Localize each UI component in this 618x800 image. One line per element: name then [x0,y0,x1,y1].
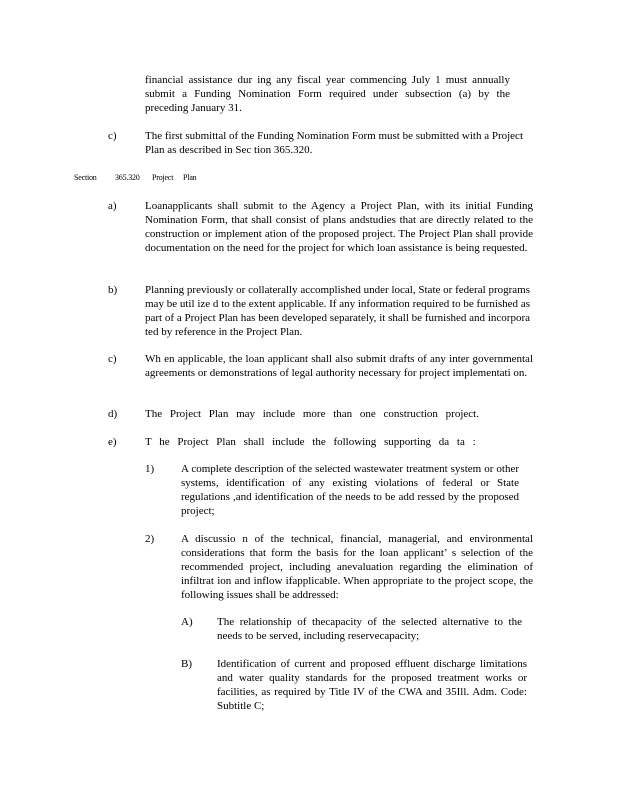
item-a-label: a) [108,200,117,212]
item-b-text: Planning previously or collaterally accomplished under local, State or federal programs may be util ize d to the extent applicable. If any information required to be furnished as part of a Project Plan has been developed separately, it shall be furnished and incorpora ted by reference in the Project Plan. [145,284,530,338]
subitem-1-label: 1) [145,463,155,475]
subsubitem-A-label: A) [181,616,193,628]
item-b-label: b) [108,284,118,296]
item-c-label: c) [108,353,117,365]
intro-paragraph: financial assistance dur ing any fiscal year commencing July 1 must annually submit a Funding Nomination Form required under subsection (a) by the preceding January 31. [145,74,510,114]
item-c-top-label: c) [108,130,117,142]
section-title: Project Plan [152,173,197,182]
item-c-top-text: The first submittal of the Funding Nomination Form must be submitted with a Project Plan as described in Sec tion 365.320. [145,130,523,156]
item-d-label: d) [108,408,118,420]
subitem-1-text: A complete description of the selected wastewater treatment system or other systems, identification of any existing violations of federal or State regulations ,and identification of the needs to be add ressed by the proposed project; [181,463,519,517]
section-word: Section [74,173,97,182]
item-d-text: The Project Plan may include more than one construction project. [145,408,479,420]
subitem-2-label: 2) [145,533,155,545]
subitem-2-text: A discussio n of the technical, financial, managerial, and environmental considerations that form the basis for the loan applicant’ s selection of the recommended project, including anevaluation regarding the elimination of infiltrat ion and inflow ifapplicable. When appropriate to the project scope, the following issues shall be addressed: [181,533,533,601]
section-number: 365.320 [115,173,140,182]
item-a-text: Loanapplicants shall submit to the Agency a Project Plan, with its initial Funding Nomination Form, that shall consist of plans andstudies that are directly related to the construction or implement ation of the proposed project. The Project Plan shall provide documentation on the need for the project for which loan assistance is being requested. [145,200,533,254]
subsubitem-A-text: The relationship of thecapacity of the selected alternative to the needs to be served, including reservecapacity; [217,616,522,642]
subsubitem-B-text: Identification of current and proposed effluent discharge limitations and water quality standards for the proposed treatment works or facilities, as required by Title IV of the CWA and 35Ill. Adm. Code: Subtitle C; [217,658,527,712]
subsubitem-B-label: B) [181,658,192,670]
item-e-text: T he Project Plan shall include the following supporting da ta : [145,436,476,448]
item-c-text: Wh en applicable, the loan applicant shall also submit drafts of any inter governmental agreements or demonstrations of legal authority necessary for project implementati on. [145,353,533,379]
item-e-label: e) [108,436,117,448]
